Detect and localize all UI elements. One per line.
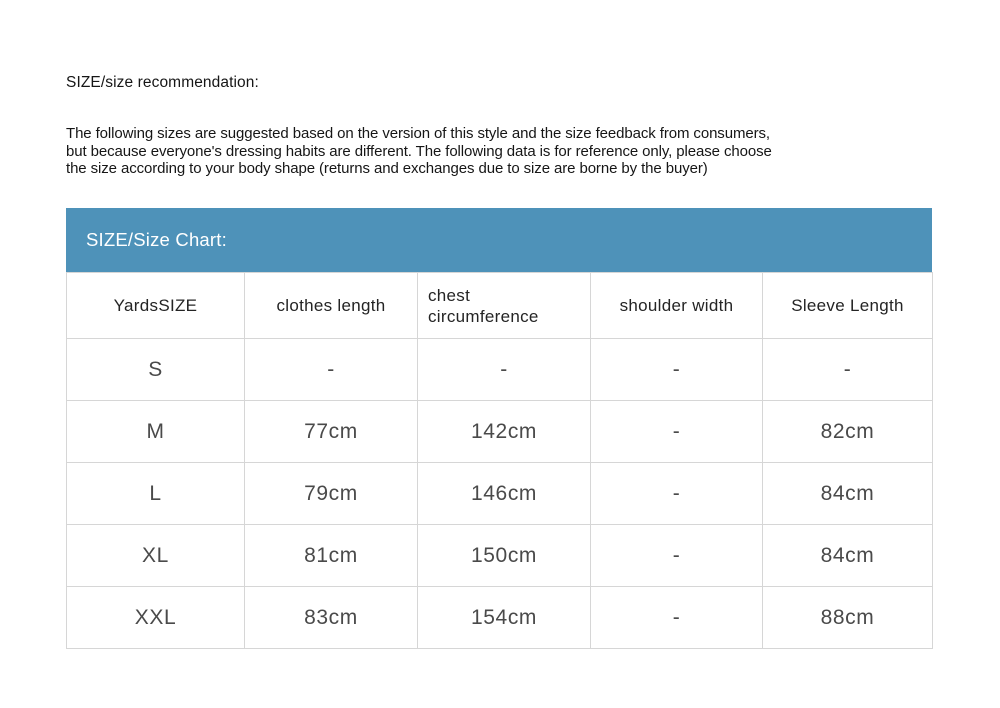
description-line: The following sizes are suggested based on the version of this style and the size feedback from consumers, xyxy=(66,125,770,142)
cell-clothes-length: 81cm xyxy=(245,525,418,587)
size-chart-table xyxy=(66,272,933,649)
cell-size: XL xyxy=(67,525,245,587)
table-row xyxy=(67,401,933,463)
cell-shoulder-width: - xyxy=(591,587,763,649)
cell-shoulder-width: - xyxy=(591,401,763,463)
cell-shoulder-width: - xyxy=(591,463,763,525)
table-header-row xyxy=(67,273,933,339)
table-row xyxy=(67,525,933,587)
cell-sleeve-length: 84cm xyxy=(763,463,933,525)
cell-chest-circumference: 154cm xyxy=(418,587,591,649)
table-row xyxy=(67,339,933,401)
table-row xyxy=(67,463,933,525)
column-header-sleeve-length: Sleeve Length xyxy=(763,273,933,339)
column-header-clothes-length: clothes length xyxy=(245,273,418,339)
size-chart-banner-title: SIZE/Size Chart: xyxy=(86,229,227,250)
column-header-size: YardsSIZE xyxy=(67,273,245,339)
cell-size: S xyxy=(67,339,245,401)
column-header-chest-circumference xyxy=(418,273,591,339)
cell-size: XXL xyxy=(67,587,245,649)
cell-chest-circumference: 146cm xyxy=(418,463,591,525)
cell-sleeve-length: 84cm xyxy=(763,525,933,587)
cell-clothes-length: 77cm xyxy=(245,401,418,463)
cell-clothes-length: 79cm xyxy=(245,463,418,525)
page-title: SIZE/size recommendation: xyxy=(66,74,259,91)
cell-clothes-length: - xyxy=(245,339,418,401)
cell-size: L xyxy=(67,463,245,525)
cell-sleeve-length: - xyxy=(763,339,933,401)
table-row xyxy=(67,587,933,649)
cell-shoulder-width: - xyxy=(591,339,763,401)
cell-sleeve-length: 82cm xyxy=(763,401,933,463)
cell-chest-circumference: 150cm xyxy=(418,525,591,587)
cell-chest-circumference: - xyxy=(418,339,591,401)
column-header-shoulder-width: shoulder width xyxy=(591,273,763,339)
cell-chest-circumference: 142cm xyxy=(418,401,591,463)
cell-clothes-length: 83cm xyxy=(245,587,418,649)
description-line: the size according to your body shape (returns and exchanges due to size are borne by the buyer) xyxy=(66,160,708,177)
description-line: but because everyone's dressing habits are different. The following data is for reference only, please choose xyxy=(66,142,772,160)
cell-size: M xyxy=(67,401,245,463)
column-header-chest-label: chest circumference xyxy=(428,285,539,326)
size-chart-banner xyxy=(66,208,932,272)
cell-sleeve-length: 88cm xyxy=(763,587,933,649)
size-description xyxy=(66,125,946,178)
cell-shoulder-width: - xyxy=(591,525,763,587)
